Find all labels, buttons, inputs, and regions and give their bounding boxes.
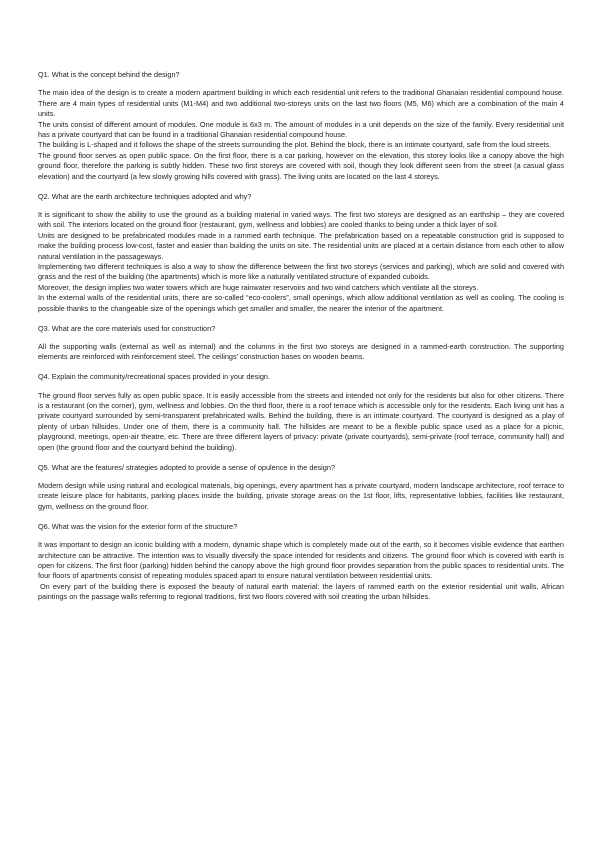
- answer-block-q1: [38, 88, 564, 182]
- answer-paragraph: The main idea of the design is to create a modern apartment building in which each residential unit refers to the traditional Ghanaian residential compound house. There are 4 main types of residential units (M1-M4) and two additional two-storeys units on the last two floors (M5, M6) which are a combination of the main 4 units.: [38, 88, 564, 119]
- answer-paragraph: It is significant to show the ability to use the ground as a building material in varied ways. The first two storeys are designed as an earthship – they are covered with soil. The interiors located on the ground floor (restaurant, gym, wellness and lobbies) are cooled thanks to being under a thick layer of soil.: [38, 209, 564, 230]
- answer-block-q2: [38, 210, 564, 314]
- answer-paragraph: Modern design while using natural and ecological materials, big openings, every apartment has a private courtyard, modern landscape architecture, roof terrace to create leisure place for habitants, parking places inside the building, private storage areas on the 1st floor, lifts, representative lobbies, facilities like restaurant, gym, wellness on the ground floor.: [38, 481, 564, 511]
- answer-block-q3: [38, 342, 564, 363]
- answer-paragraph: It was important to design an iconic building with a modern, dynamic shape which is completely made out of the earth, so it becomes visible evidence that earthen architecture can be attractive. The intention was to visually diversify the space intended for residents and citizens. The ground floor which is covered with earth is open for citizens. The first floor (parking) hidden behind the canopy above the high ground floor provides separation from the public spaces to residential units. The four floors of apartments consist of repeating modules spaced apart to ensure natural ventilation between residential units.: [38, 540, 564, 581]
- answer-block-q5: [38, 481, 564, 512]
- question-heading-q2: Q2. What are the earth architecture techniques adopted and why?: [38, 191, 252, 201]
- answer-paragraph: The units consist of different amount of modules. One module is 6x3 m. The amount of modules in a unit depends on the size of the family. Every residential unit has a private courtyard that can be found in a traditional Ghanaian residential compound house.: [38, 119, 564, 140]
- answer-paragraph: On every part of the building there is exposed the beauty of natural earth material: the layers of rammed earth on the exterior residential unit walls, African paintings on the passage walls referring to regional traditions, first two floors covered with soil creating the urban hillsides.: [38, 581, 564, 602]
- answer-paragraph: All the supporting walls (external as well as internal) and the columns in the first two storeys are designed in a rammed-earth construction. The supporting elements are reinforced with reinforcement steel. The ceilings’ construction bases on wooden beams.: [38, 341, 564, 362]
- answer-block-q4: [38, 391, 564, 453]
- question-heading-q4: Q4. Explain the community/recreational spaces provided in your design.: [38, 372, 271, 382]
- answer-paragraph: The ground floor serves as open public space. On the first floor, there is a car parking, however on the elevation, this storey looks like a canopy above the high ground floor, therefore the parking is subtly hidden. These two first storeys are covered with soil, though they look different seen from the street (a casual glass elevation) and the courtyard (a few slowly growing hills covered with grass). The living units are located on the last 4 storeys.: [38, 150, 564, 181]
- answer-paragraph: Moreover, the design implies two water towers which are huge rainwater reservoirs and two wind catchers which ventilate all the storeys.: [38, 282, 479, 292]
- answer-paragraph: Units are designed to be prefabricated modules made in a rammed earth technique. The prefabrication based on a repeatable construction grid is supposed to make the building process low-cost, faster and easier than building the units on site. The residential units are placed at a certain distance from each other to allow natural ventilation in the passageways.: [38, 230, 564, 261]
- answer-paragraph: Implementing two different techniques is also a way to show the difference between the first two storeys (services and parking), which are solid and covered with grass and the rest of the building (the apartments) which is more like a naturally ventilated structure of expanded cuboids.: [38, 262, 564, 282]
- question-heading-q6: Q6. What was the vision for the exterior form of the structure?: [38, 521, 238, 531]
- question-heading-q1: Q1. What is the concept behind the design?: [38, 70, 180, 79]
- answer-paragraph: The ground floor serves fully as open public space. It is easily accessible from the streets and intended not only for the residents but also for other citizens. There is a restaurant (on the corner), gym, wellness and lobbies. On the third floor, there is a roof terrace which is accessible only for the residents. Each living unit has a private courtyard surrounded by semi-transparent prefabricated walls. Behind the building, there is an intimate courtyard. The courtyard is designed as a play of plenty of urban hillsides. Under one of them, there is a community hall. The hillsides are meant to be a flexible public space used as a place for a picnic, playground, meetings, open-air theatre, etc. There are three different layers of privacy: private (private courtyards), semi-private (roof terrace, community hall) and open (the ground floor and the courtyard behind the building).: [38, 390, 564, 452]
- document-page: [38, 70, 564, 612]
- answer-paragraph: The building is L-shaped and it follows the shape of the streets surrounding the plot. Behind the block, there is an intimate courtyard, safe from the loud streets.: [38, 140, 552, 150]
- answer-paragraph: In the external walls of the residential units, there are so-called “eco-coolers”, small openings, which allow additional ventilation as well as cooling. The cooling is possible thanks to the changeable size of the openings which get smaller and smaller, the nearer the interior of the apartment.: [38, 293, 564, 313]
- question-heading-q5: Q5. What are the features/ strategies adopted to provide a sense of opulence in the design?: [38, 462, 335, 472]
- question-heading-q3: Q3. What are the core materials used for construction?: [38, 323, 216, 333]
- answer-block-q6: [38, 540, 564, 602]
